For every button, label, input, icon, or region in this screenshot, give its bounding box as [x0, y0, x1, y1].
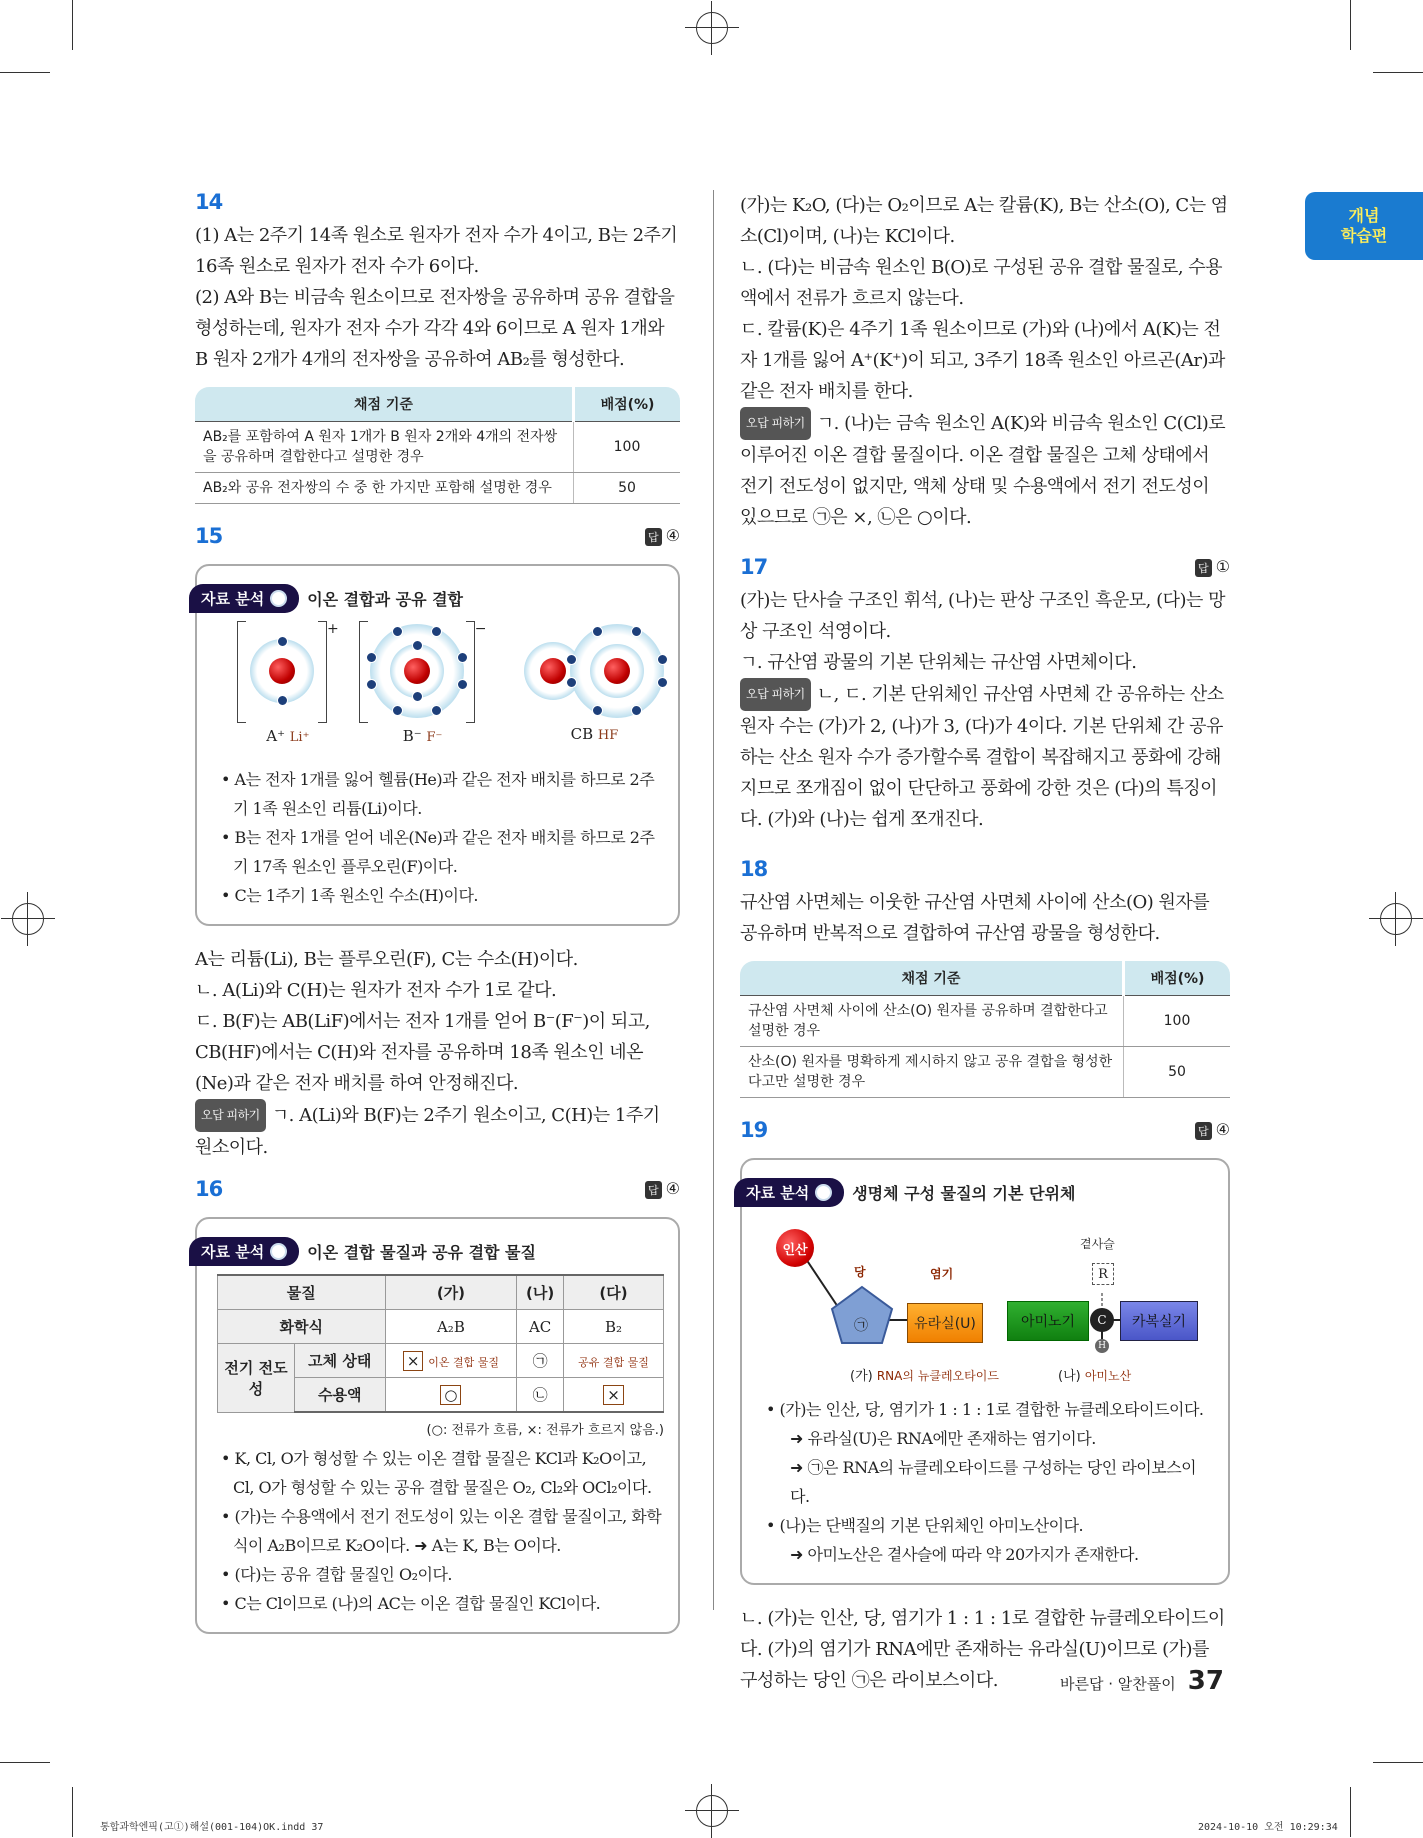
caption-ga [850, 1365, 999, 1384]
inner-shell [390, 644, 444, 698]
sugar-label: 당 [854, 1265, 866, 1279]
table-legend: (○: 전류가 흐름, ×: 전류가 흐르지 않음.) [426, 1423, 664, 1438]
property-table [217, 1274, 664, 1413]
analysis-bullet: • C는 Cl이므로 (나)의 AC는 이온 결합 물질인 KCl이다. [221, 1594, 601, 1613]
analysis-subpoint: ➜ ㉠은 RNA의 뉴클레오타이드를 구성하는 당인 라이보스이다. [790, 1458, 1197, 1506]
odap-text: ㄱ. (나)는 금속 원소인 A(K)와 비금속 원소인 C(Cl)로 이루어진 이온 결합 물질이다. 이온 결합 물질은 고체 상태에서 전기 전도성이 없지만, 액체 상태 및 수용액에서 전기 전도성이 있으므로 ㉠은 ×, ㉡은 ○이다. [740, 413, 1226, 528]
table-header: (다) [563, 1275, 663, 1310]
electron-shell [370, 624, 464, 718]
print-slug-file: 통합과학엔픽(고①)해설(001-104)OK.indd 37 [100, 1822, 324, 1833]
analysis-pill-label: 자료 분석 [746, 1184, 810, 1202]
magnifier-icon [270, 590, 287, 607]
registration-mark [12, 903, 44, 935]
bracket-right [466, 621, 475, 723]
table-header: 물질 [218, 1275, 386, 1310]
base-label: 염기 [930, 1267, 954, 1281]
score-cell: 50 [1124, 1047, 1231, 1098]
caption-prefix: (나) [1058, 1369, 1081, 1384]
side-chain-box: R [1092, 1263, 1114, 1285]
answer [645, 526, 680, 546]
question-number [740, 857, 1230, 881]
electron [412, 640, 423, 651]
question-number-text: 18 [740, 857, 768, 881]
paragraph: 규산염 사면체는 이웃한 규산염 사면체 사이에 산소(O) 원자를 공유하며 반복적으로 결합하여 규산염 광물을 형성한다. [740, 892, 1210, 944]
answer-value: ④ [665, 526, 680, 545]
electron-shell [250, 639, 314, 703]
carbon-atom: C [1090, 1308, 1114, 1332]
crop-mark [72, 1787, 73, 1837]
sugar-mark: ㉠ [854, 1318, 868, 1334]
question-number-text: 17 [740, 555, 768, 579]
analysis-pill [734, 1178, 844, 1207]
electron [412, 691, 423, 702]
atom-label [266, 727, 309, 745]
analysis-title: 이온 결합 물질과 공유 결합 물질 [307, 1243, 536, 1262]
analysis-bullet: • K, Cl, O가 형성할 수 있는 이온 결합 물질은 KCl과 K₂O이고, Cl, O가 형성할 수 있는 공유 결합 물질은 O₂, Cl₂와 OCl₂이다. [221, 1449, 652, 1497]
page-number: 37 [1187, 1666, 1224, 1696]
answer-value: ④ [665, 1179, 680, 1198]
bracket-left [359, 621, 368, 723]
paragraph: ㄴ. (다)는 비금속 원소인 B(O)로 구성된 공유 결합 물질로, 수용액에서 전류가 흐르지 않는다. [740, 257, 1223, 309]
electron [657, 677, 668, 688]
analysis-box [195, 564, 680, 926]
paragraph: (가)는 K₂O, (다)는 O₂이므로 A는 칼륨(K), B는 산소(O), C는 염소(Cl)이며, (나)는 KCl이다. [740, 195, 1228, 247]
paragraph: (2) A와 B는 비금속 원소이므로 전자쌍을 공유하며 공유 결합을 형성하는데, 원자가 전자 수가 각각 4와 6이므로 A 원자 1개와 B 원자 2개가 4개의 전자쌍을 공유하여 AB₂를 형성한다. [195, 287, 675, 370]
atom-symbol: A⁺ [266, 727, 286, 745]
analysis-box [195, 1217, 680, 1634]
question-19 [740, 1118, 1230, 1696]
bracket-left [237, 621, 246, 723]
analysis-bullet: • (나)는 단백질의 기본 단위체인 아미노산이다. [766, 1516, 1084, 1535]
electron [631, 705, 642, 716]
electron [592, 626, 603, 637]
odap-badge: 오답 피하기 [740, 407, 811, 440]
question-number-text: 16 [195, 1177, 223, 1201]
crop-mark [1350, 1787, 1351, 1837]
table-row [195, 473, 680, 504]
question-14 [195, 190, 680, 504]
answer-badge: 답 [1195, 1122, 1212, 1140]
scoring-table [740, 961, 1230, 1098]
magnifier-icon [270, 1243, 287, 1260]
table-cell: ㉡ [517, 1378, 564, 1413]
electron [392, 705, 403, 716]
criterion-cell: AB₂와 공유 전자쌍의 수 중 한 가지만 포함해 설명한 경우 [195, 473, 574, 504]
question-number [195, 524, 680, 548]
atom-annotation: Li⁺ [289, 730, 310, 745]
atom-diagrams [237, 621, 664, 761]
charge-sign: + [327, 621, 339, 637]
table-header: (나) [517, 1275, 564, 1310]
analysis-bullet: • C는 1주기 1족 원소인 수소(H)이다. [221, 886, 479, 905]
footer-section-label: 바른답 · 알찬풀이 [1060, 1675, 1176, 1693]
analysis-pill-label: 자료 분석 [201, 590, 265, 608]
question-number-text: 19 [740, 1118, 768, 1142]
question-number [195, 190, 680, 214]
paragraph: (1) A는 2주기 14족 원소로 원자가 전자 수가 4이고, B는 2주기 16족 원소로 원자가 전자 수가 6이다. [195, 225, 678, 277]
nucleus [269, 658, 295, 684]
electron [566, 677, 577, 688]
question-16-continued [740, 190, 1230, 533]
annotation: 공유 결합 물질 [578, 1355, 649, 1369]
answer [1195, 557, 1230, 577]
paragraph: ㄱ. 규산염 광물의 기본 단위체는 규산염 사면체이다. [740, 652, 1137, 673]
row-label: 수용액 [295, 1378, 386, 1413]
hydrogen-atom: H [1095, 1339, 1109, 1353]
table-header: 배점(%) [1124, 961, 1231, 996]
amino-group-box: 아미노기 [1007, 1301, 1089, 1341]
analysis-pill-label: 자료 분석 [201, 1243, 265, 1261]
page-footer [1060, 1666, 1224, 1696]
biomolecule-diagram [762, 1215, 1214, 1395]
paragraph: ㄷ. 칼륨(K)은 4주기 1족 원소이므로 (가)와 (나)에서 A(K)는 전자 1개를 잃어 A⁺(K⁺)이 되고, 3주기 18족 원소인 아르곤(Ar)과 같은 전자 배치를 한다. [740, 319, 1225, 402]
electron [277, 695, 288, 706]
paragraph: (가)는 단사슬 구조인 휘석, (나)는 판상 구조인 흑운모, (다)는 망상 구조인 석영이다. [740, 590, 1225, 642]
question-15 [195, 524, 680, 1163]
analysis-bullet: • (가)는 인산, 당, 염기가 1 : 1 : 1로 결합한 뉴클레오타이드이다. [766, 1400, 1204, 1419]
atom-annotation: F⁻ [426, 730, 443, 745]
analysis-bullet: • (가)는 수용액에서 전기 전도성이 있는 이온 결합 물질이고, 화학식이 A₂B이므로 K₂O이다. ➜ A는 K, B는 O이다. [221, 1507, 662, 1555]
table-cell: ㉠ [517, 1344, 564, 1378]
crop-mark [1350, 0, 1351, 50]
row-label: 고체 상태 [295, 1344, 386, 1378]
atom-a-plus [237, 621, 339, 745]
analysis-pill [189, 584, 299, 613]
table-row [195, 422, 680, 473]
formula-cell: A₂B [385, 1310, 517, 1344]
question-17 [740, 555, 1230, 835]
section-tab-line2: 학습편 [1340, 226, 1388, 245]
odap-text: ㄱ. A(Li)와 B(F)는 2주기 원소이고, C(H)는 1주기 원소이다. [195, 1105, 660, 1158]
crop-mark [1373, 1762, 1423, 1763]
analysis-pill [189, 1237, 299, 1266]
magnifier-icon [815, 1184, 832, 1201]
odap-paragraph [740, 407, 1230, 533]
registration-mark [1380, 903, 1412, 935]
table-header: 채점 기준 [195, 387, 574, 422]
cell-mark: × [603, 1385, 624, 1405]
question-number [195, 1177, 680, 1201]
electron [392, 626, 403, 637]
phosphate-circle: 인산 [776, 1229, 814, 1267]
analysis-bullet: • A는 전자 1개를 잃어 헬륨(He)과 같은 전자 배치를 하므로 2주기 1족 원소인 리튬(Li)이다. [221, 770, 655, 818]
nucleus [404, 658, 430, 684]
row-label: 화학식 [218, 1310, 386, 1344]
atom-label [571, 725, 619, 743]
base-box: 유라실(U) [907, 1303, 983, 1343]
odap-badge: 오답 피하기 [195, 1099, 266, 1132]
odap-paragraph [740, 678, 1230, 835]
registration-mark [696, 1795, 728, 1827]
answer [645, 1179, 680, 1199]
electron-shell [570, 624, 664, 718]
analysis-title: 이온 결합과 공유 결합 [307, 590, 464, 609]
cell-mark: ○ [440, 1385, 461, 1405]
section-tab [1305, 192, 1423, 260]
paragraph: ㄷ. B(F)는 AB(LiF)에서는 전자 1개를 얻어 B⁻(F⁻)이 되고, CB(HF)에서는 C(H)와 전자를 공유하며 18족 원소인 네온(Ne)과 같은 전자 배치를 하여 안정해진다. [195, 1011, 650, 1094]
registration-mark [696, 12, 728, 44]
table-row [218, 1310, 664, 1344]
analysis-title: 생명체 구성 물질의 기본 단위체 [852, 1184, 1076, 1203]
atom-annotation: HF [597, 728, 619, 743]
column-divider [713, 190, 714, 1610]
formula-cell: B₂ [563, 1310, 663, 1344]
answer [1195, 1120, 1230, 1140]
analysis-subpoint: ➜ 아미노산은 곁사슬에 따라 약 20가지가 존재한다. [790, 1545, 1139, 1564]
question-16 [195, 1177, 680, 1634]
odap-text: ㄴ, ㄷ. 기본 단위체인 규산염 사면체 간 공유하는 산소 원자 수는 (가)가 2, (나)가 3, (다)가 4이다. 기본 단위체 간 공유하는 산소 원자 수가 증가할수록 결합이 복잡해지고 풍화에 강해지므로 쪼개짐이 없이 단단하고 풍화에 강한 것은 (다)의 특징이다. (가)와 (나)는 쉽게 쪼개진다. [740, 684, 1224, 830]
table-header: (가) [385, 1275, 517, 1310]
scoring-table [195, 387, 680, 504]
atom-b-minus [359, 621, 487, 745]
inner-shell [590, 644, 644, 698]
atom-symbol: B⁻ [402, 727, 422, 745]
odap-badge: 오답 피하기 [740, 678, 811, 711]
table-header: 채점 기준 [740, 961, 1124, 996]
electron [431, 626, 442, 637]
criterion-cell: 규산염 사면체 사이에 산소(O) 원자를 공유하며 결합한다고 설명한 경우 [740, 996, 1124, 1047]
table-cell [385, 1344, 517, 1378]
caption-text: 아미노산 [1084, 1369, 1132, 1383]
nucleus [604, 658, 630, 684]
analysis-bullet: • B는 전자 1개를 얻어 네온(Ne)과 같은 전자 배치를 하므로 2주기 17족 원소인 플루오린(F)이다. [221, 828, 655, 876]
answer-value: ① [1215, 557, 1230, 576]
table-row [740, 996, 1230, 1047]
side-chain-label: 곁사슬 [1080, 1237, 1115, 1251]
caption-text: RNA의 뉴클레오타이드 [876, 1369, 999, 1383]
cell-mark: × [403, 1351, 424, 1371]
annotation: 이온 결합 물질 [428, 1355, 499, 1369]
question-number [740, 555, 1230, 579]
analysis-header [189, 1237, 636, 1266]
analysis-subpoint: ➜ 유라실(U)은 RNA에만 존재하는 염기이다. [790, 1429, 1096, 1448]
question-number-text: 14 [195, 190, 223, 214]
answer-value: ④ [1215, 1120, 1230, 1139]
answer-badge: 답 [645, 1181, 662, 1199]
section-tab-line1: 개념 [1348, 206, 1380, 225]
table-row [218, 1275, 664, 1310]
molecule-cb [524, 621, 664, 743]
question-number-text: 15 [195, 524, 223, 548]
crop-mark [0, 1762, 50, 1763]
table-row [740, 1047, 1230, 1098]
electron [277, 636, 288, 647]
nucleus [540, 658, 566, 684]
electron [566, 654, 577, 665]
score-cell: 50 [574, 473, 681, 504]
electron [657, 654, 668, 665]
table-header: 배점(%) [574, 387, 681, 422]
charge-sign: − [474, 621, 487, 637]
table-row [218, 1344, 664, 1378]
crop-mark [72, 0, 73, 50]
carboxyl-group-box: 카복실기 [1120, 1301, 1198, 1341]
electron [592, 705, 603, 716]
table-cell [563, 1378, 663, 1413]
print-slug-timestamp: 2024-10-10 오전 10:29:34 [1198, 1822, 1338, 1833]
paragraph: ㄴ. A(Li)와 C(H)는 원자가 전자 수가 1로 같다. [195, 980, 557, 1001]
analysis-header [734, 1178, 1186, 1207]
left-column [195, 190, 680, 1652]
question-number [740, 1118, 1230, 1142]
electron [366, 652, 377, 663]
paragraph: A는 리튬(Li), B는 플루오린(F), C는 수소(H)이다. [195, 949, 578, 970]
row-group-label: 전기 전도성 [218, 1344, 295, 1413]
electron [431, 705, 442, 716]
formula-cell: AC [517, 1310, 564, 1344]
electron [366, 679, 377, 690]
atom-symbol: CB [570, 725, 594, 743]
atom-label [403, 727, 443, 745]
analysis-header [189, 584, 636, 613]
odap-paragraph [195, 1099, 680, 1163]
table-cell [563, 1344, 663, 1378]
crop-mark [0, 72, 50, 73]
score-cell: 100 [574, 422, 681, 473]
caption-na [1058, 1365, 1131, 1384]
analysis-bullet: • (다)는 공유 결합 물질인 O₂이다. [221, 1565, 452, 1584]
table-cell [385, 1378, 517, 1413]
caption-prefix: (가) [850, 1369, 873, 1384]
right-column [740, 190, 1230, 1696]
answer-badge: 답 [645, 528, 662, 546]
question-18 [740, 857, 1230, 1098]
electron [631, 626, 642, 637]
analysis-box [740, 1158, 1230, 1585]
criterion-cell: AB₂를 포함하여 A 원자 1개가 B 원자 2개와 4개의 전자쌍을 공유하며 결합한다고 설명한 경우 [195, 422, 574, 473]
paragraph: ㄴ. (가)는 인산, 당, 염기가 1 : 1 : 1로 결합한 뉴클레오타이드이다. (가)의 염기가 RNA에만 존재하는 유라실(U)이므로 (가)를 구성하는 당인 ㉠은 라이보스이다. [740, 1608, 1225, 1691]
score-cell: 100 [1124, 996, 1231, 1047]
crop-mark [1373, 72, 1423, 73]
bracket-right [318, 621, 327, 723]
answer-badge: 답 [1195, 559, 1212, 577]
criterion-cell: 산소(O) 원자를 명확하게 제시하지 않고 공유 결합을 형성한다고만 설명한 경우 [740, 1047, 1124, 1098]
